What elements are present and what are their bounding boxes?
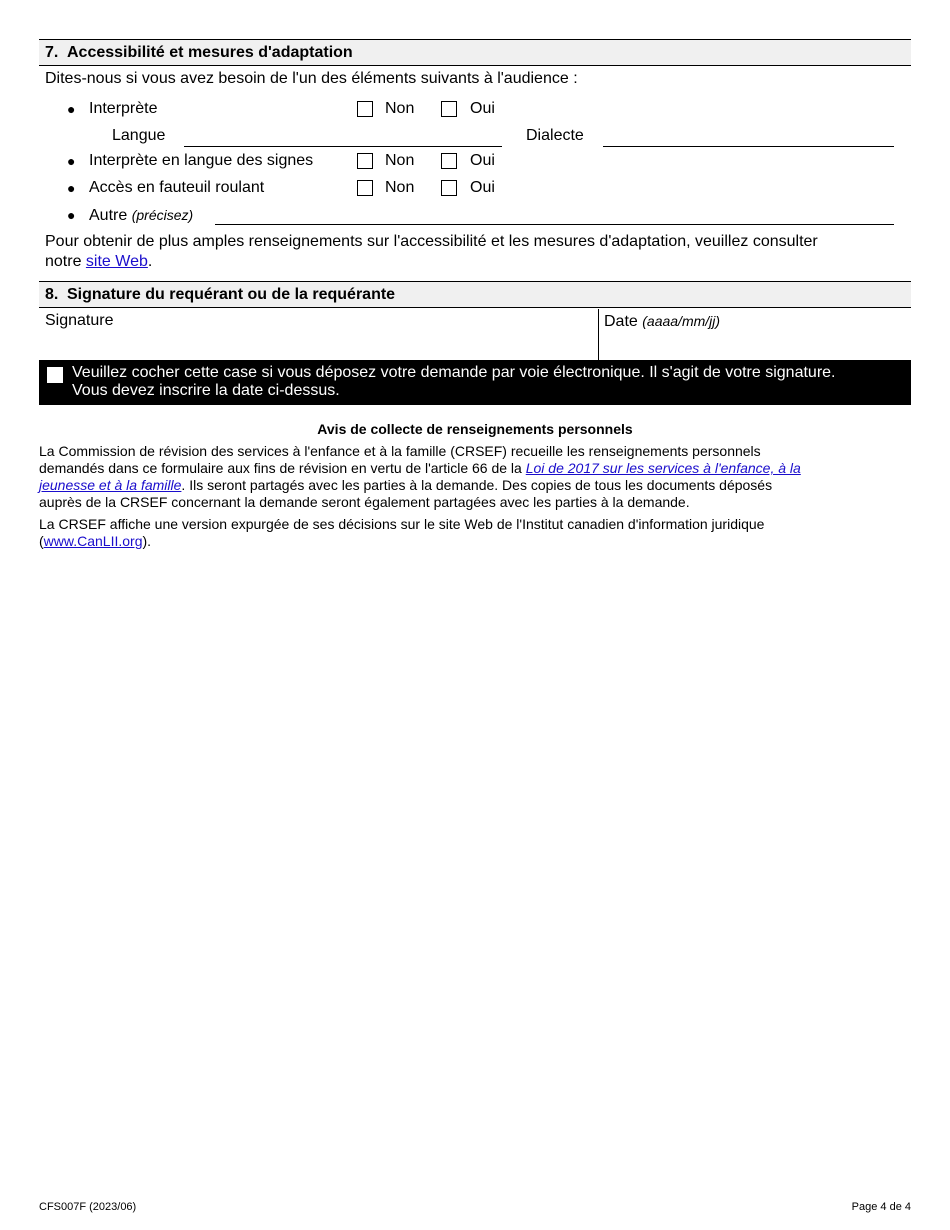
wheelchair-yes-checkbox[interactable] bbox=[441, 180, 457, 196]
interpreter-yes-label: Oui bbox=[470, 100, 495, 117]
sign-language-no-checkbox[interactable] bbox=[357, 153, 373, 169]
bullet-icon: ● bbox=[67, 153, 76, 169]
website-link[interactable]: site Web bbox=[85, 253, 148, 270]
info-text-line2 bbox=[45, 252, 152, 272]
banner-line-2: Vous devez inscrire la date ci-dessus. bbox=[72, 382, 340, 399]
wheelchair-yes-label: Oui bbox=[470, 179, 495, 196]
electronic-signature-banner bbox=[39, 360, 911, 405]
language-field[interactable] bbox=[184, 146, 502, 147]
bullet-icon: ● bbox=[67, 207, 76, 223]
dialect-label: Dialecte bbox=[526, 127, 584, 144]
signature-label: Signature bbox=[45, 312, 114, 329]
section-number: 7. bbox=[45, 44, 59, 61]
section-7-intro: Dites-nous si vous avez besoin de l'un des éléments suivants à l'audience : bbox=[45, 70, 578, 87]
sign-language-label: Interprète en langue des signes bbox=[89, 152, 314, 169]
section-8-header bbox=[39, 281, 911, 308]
interpreter-no-checkbox[interactable] bbox=[357, 101, 373, 117]
other-field[interactable] bbox=[215, 224, 894, 225]
info-text-prefix: notre bbox=[45, 253, 82, 270]
law-link-continued[interactable]: jeunesse et à la famille bbox=[39, 477, 182, 493]
notice-p1-line1: La Commission de révision des services à l'enfance et à la famille (CRSEF) recueille les renseignements personnels bbox=[39, 443, 761, 459]
section-title: Accessibilité et mesures d'adaptation bbox=[67, 44, 353, 61]
paren-close: ). bbox=[142, 533, 152, 549]
electronic-signature-checkbox[interactable] bbox=[47, 367, 63, 383]
notice-p2-line1: La CRSEF affiche une version expurgée de ses décisions sur le site Web de l'Institut canadien d'information juridique bbox=[39, 516, 765, 532]
other-label bbox=[89, 205, 193, 226]
form-code: CFS007F (2023/06) bbox=[39, 1201, 137, 1213]
wheelchair-label: Accès en fauteuil roulant bbox=[89, 179, 265, 196]
interpreter-label: Interprète bbox=[89, 100, 158, 117]
date-hint: (aaaa/mm/jj) bbox=[642, 313, 721, 329]
section-number: 8. bbox=[45, 286, 59, 303]
notice-p1-line3 bbox=[39, 477, 919, 494]
sign-language-yes-label: Oui bbox=[470, 152, 495, 169]
paren-open: ( bbox=[39, 533, 44, 549]
canlii-link[interactable]: www.CanLII.org bbox=[43, 533, 143, 549]
sign-language-no-label: Non bbox=[385, 152, 415, 169]
other-label-text: Autre bbox=[89, 207, 128, 224]
signature-field[interactable] bbox=[39, 309, 598, 360]
language-label: Langue bbox=[112, 127, 166, 144]
wheelchair-no-label: Non bbox=[385, 179, 415, 196]
dialect-field[interactable] bbox=[603, 146, 894, 147]
notice-p1-line2 bbox=[39, 460, 919, 477]
section-title: Signature du requérant ou de la requérante bbox=[67, 286, 396, 303]
notice-p1-text: demandés dans ce formulaire aux fins de révision en vertu de l'article 66 de la bbox=[39, 460, 522, 476]
notice-p2-line2 bbox=[39, 533, 919, 550]
law-link[interactable]: Loi de 2017 sur les services à l'enfance, à la bbox=[525, 460, 801, 476]
other-hint: (précisez) bbox=[131, 207, 194, 223]
notice-paragraph-2 bbox=[39, 516, 919, 550]
notice-title: Avis de collecte de renseignements personnels bbox=[317, 421, 633, 437]
wheelchair-no-checkbox[interactable] bbox=[357, 180, 373, 196]
info-text-end: . bbox=[147, 253, 153, 270]
section-7-header bbox=[39, 39, 911, 66]
bullet-icon: ● bbox=[67, 180, 76, 196]
interpreter-no-label: Non bbox=[385, 100, 415, 117]
bullet-icon: ● bbox=[67, 101, 76, 117]
date-field[interactable] bbox=[599, 309, 911, 360]
notice-paragraph-1 bbox=[39, 443, 919, 511]
interpreter-yes-checkbox[interactable] bbox=[441, 101, 457, 117]
page-number: Page 4 de 4 bbox=[851, 1201, 911, 1213]
sign-language-yes-checkbox[interactable] bbox=[441, 153, 457, 169]
date-label-text: Date bbox=[604, 313, 638, 330]
info-text: Pour obtenir de plus amples renseignements sur l'accessibilité et les mesures d'adaptation, veuillez consulter bbox=[45, 233, 818, 250]
notice-p1-text2: . Ils seront partagés avec les parties à la demande. Des copies de tous les documents déposés bbox=[181, 477, 773, 493]
notice-p1-line4: auprès de la CRSEF concernant la demande seront également partagées avec les parties à la demande. bbox=[39, 494, 690, 510]
banner-text bbox=[72, 364, 836, 400]
banner-line-1: Veuillez cocher cette case si vous déposez votre demande par voie électronique. Il s'agit de votre signature. bbox=[72, 364, 836, 381]
